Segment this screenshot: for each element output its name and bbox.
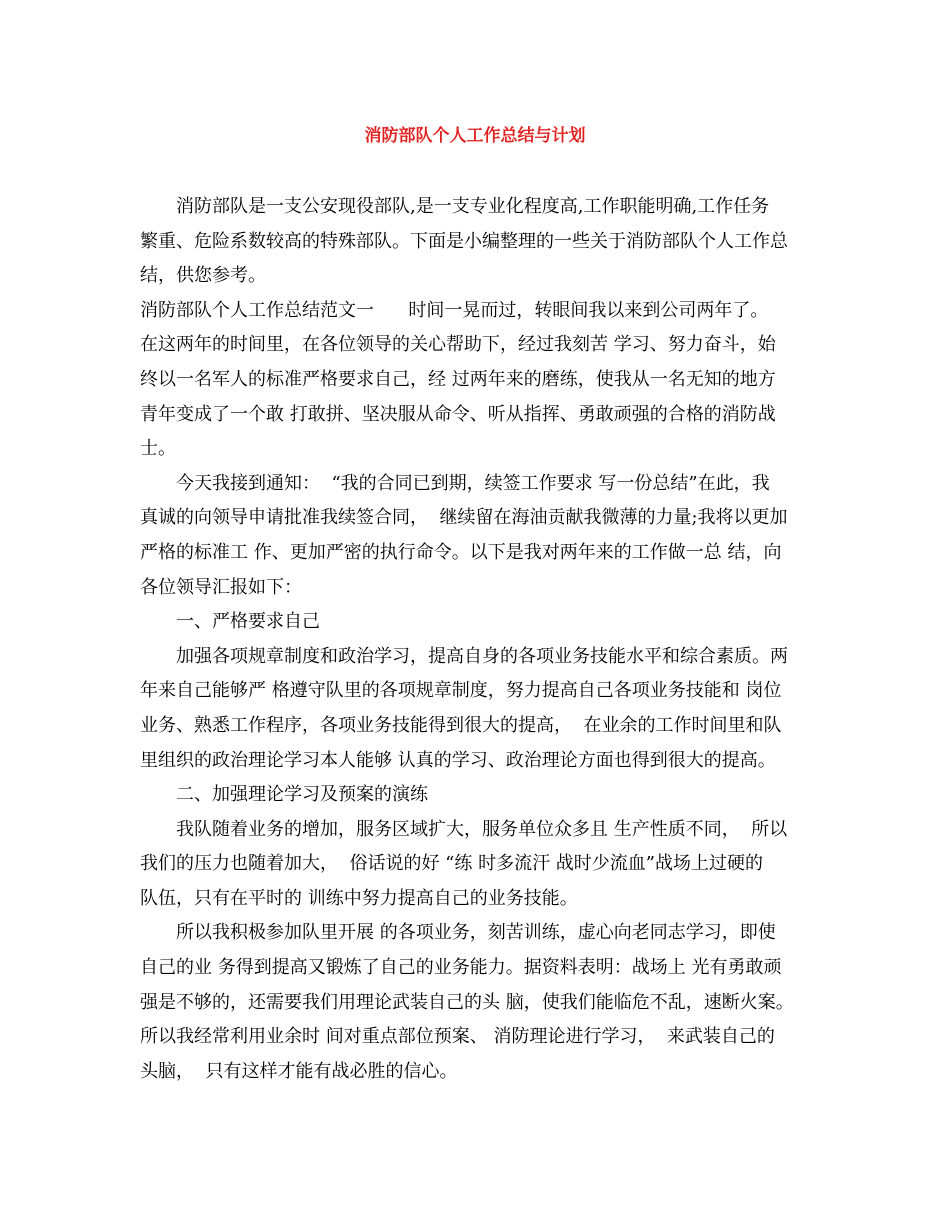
paragraph-line: 严格的标准工 作、更加严密的执行命令。以下是我对两年来的工作做一总 结，向 bbox=[140, 541, 782, 563]
document-body bbox=[140, 190, 820, 1089]
paragraph-line: 强是不够的，还需要我们用理论武装自己的头 脑，使我们能临危不乱，速断火案。 bbox=[140, 991, 794, 1013]
paragraph-line: 今天我接到通知： “我的合同已到期，续签工作要求 写一份总结”在此，我 bbox=[176, 472, 770, 494]
paragraph-line: 我队随着业务的增加，服务区域扩大，服务单位众多且 生产性质不同， 所以 bbox=[176, 818, 788, 840]
document-title: 消防部队个人工作总结与计划 bbox=[364, 126, 586, 146]
section-heading: 一、严格要求自己 bbox=[176, 611, 320, 633]
paragraph-line: 年来自己能够严 格遵守队里的各项规章制度，努力提高自己各项业务技能和 岗位 bbox=[140, 680, 782, 702]
paragraph-line: 消防部队是一支公安现役部队,是一支专业化程度高,工作职能明确,工作任务 bbox=[176, 196, 770, 217]
paragraph-line: 头脑， 只有这样才能有战必胜的信心。 bbox=[140, 1060, 458, 1082]
paragraph-line: 消防部队个人工作总结范文一 时间一晃而过，转眼间我以来到公司两年了。 bbox=[140, 299, 769, 321]
paragraph-line: 在这两年的时间里，在各位领导的关心帮助下，经过我刻苦 学习、努力奋斗，始 bbox=[140, 334, 776, 356]
paragraph-line: 繁重、危险系数较高的特殊部队。下面是小编整理的一些关于消防部队个人工作总 bbox=[140, 230, 788, 252]
paragraph-line: 里组织的政治理论学习本人能够 认真的学习、政治理论方面也得到很大的提高。 bbox=[140, 749, 776, 771]
paragraph-line: 所以我经常利用业余时 间对重点部位预案、 消防理论进行学习， 来武装自己的 bbox=[140, 1026, 775, 1048]
paragraph-line: 所以我积极参加队里开展 的各项业务，刻苦训练，虚心向老同志学习，即使 bbox=[176, 922, 776, 944]
paragraph-line: 士。 bbox=[140, 438, 176, 460]
paragraph-line: 各位领导汇报如下： bbox=[140, 576, 302, 598]
paragraph-line: 终以一名军人的标准严格要求自己，经 过两年来的磨练，使我从一名无知的地方 bbox=[140, 368, 776, 390]
paragraph-line: 队伍，只有在平时的 训练中努力提高自己的业务技能。 bbox=[140, 887, 578, 909]
paragraph-line: 青年变成了一个敢 打敢拼、坚决服从命令、听从指挥、勇敢顽强的合格的消防战 bbox=[140, 403, 776, 425]
paragraph-line: 真诚的向领导申请批准我续签合同， 继续留在海油贡献我微薄的力量;我将以更加 bbox=[140, 507, 788, 529]
paragraph-line: 业务、熟悉工作程序，各项业务技能得到很大的提高， 在业余的工作时间里和队 bbox=[140, 714, 782, 736]
section-heading: 二、加强理论学习及预案的演练 bbox=[176, 784, 428, 806]
paragraph-line: 结，供您参考。 bbox=[140, 265, 266, 287]
paragraph-line: 我们的压力也随着加大， 俗话说的好 “练 时多流汗 战时少流血”战场上过硬的 bbox=[140, 853, 764, 875]
paragraph-line: 加强各项规章制度和政治学习，提高自身的各项业务技能水平和综合素质。两 bbox=[176, 645, 788, 667]
paragraph-line: 自己的业 务得到提高又锻炼了自己的业务能力。据资料表明：战场上 光有勇敢顽 bbox=[140, 957, 782, 979]
